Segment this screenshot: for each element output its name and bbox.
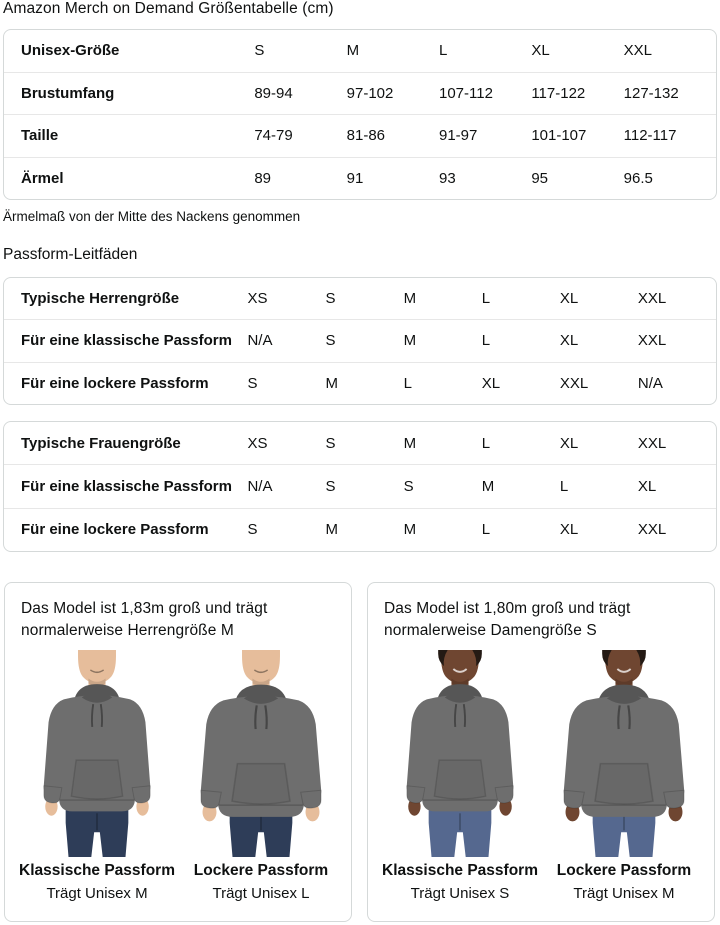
row-label: Für eine klassische Passform [21, 332, 232, 350]
size-cell: S [325, 477, 336, 495]
size-cell: L [481, 434, 491, 452]
model-figures [21, 650, 335, 902]
fit-caption: Klassische Passform [19, 862, 175, 879]
size-cell: S [325, 332, 336, 350]
female-model-loose-photo [548, 650, 700, 857]
size-cell: N/A [637, 374, 663, 392]
size-cell: XL [559, 521, 579, 539]
size-cell: S [325, 290, 336, 308]
size-cell: 93 [438, 169, 456, 187]
size-cell: 107-112 [438, 84, 493, 102]
size-cell: 89 [254, 169, 272, 187]
size-cell: M [403, 332, 417, 350]
table-row [4, 278, 716, 319]
table-row [4, 508, 716, 551]
size-cell: XXL [637, 521, 667, 539]
size-cell: 117-122 [531, 84, 586, 102]
size-cell: L [559, 477, 569, 495]
model-cards-row [4, 582, 716, 922]
size-cell: 89-94 [254, 84, 293, 102]
model-description: Das Model ist 1,83m groß und trägt normalerweise Herrengröße M [21, 600, 268, 639]
size-cell: XXL [559, 374, 589, 392]
size-cell: XL [637, 477, 657, 495]
size-cell: XL [559, 434, 579, 452]
figure-loose-fit [548, 650, 700, 902]
model-figures [384, 650, 698, 902]
size-cell: 95 [531, 169, 548, 187]
table-row [4, 422, 716, 464]
size-cell: L [481, 290, 491, 308]
fit-caption: Lockere Passform [556, 862, 692, 879]
size-cell: 91 [346, 169, 364, 187]
table-row [4, 464, 716, 507]
size-cell: XXL [637, 434, 667, 452]
size-cell: 97-102 [346, 84, 394, 102]
size-cell: M [403, 290, 417, 308]
wears-caption: Trägt Unisex M [573, 885, 675, 902]
row-label: Typische Herrengröße [21, 290, 180, 308]
size-cell: L [481, 521, 491, 539]
female-model-card [367, 582, 715, 922]
size-cell: S [254, 42, 265, 60]
size-cell: 81-86 [346, 127, 386, 145]
size-cell: L [403, 374, 412, 392]
table-row [4, 362, 716, 404]
female-model-classic-photo [384, 650, 536, 857]
row-label: Unisex-Größe [21, 42, 120, 60]
size-cell: M [325, 374, 339, 392]
size-cell: M [346, 42, 360, 60]
wears-caption: Trägt Unisex S [410, 885, 510, 902]
size-cell: S [403, 477, 414, 495]
fit-caption: Klassische Passform [382, 862, 538, 879]
wears-caption: Trägt Unisex M [46, 885, 148, 902]
model-description: Das Model ist 1,80m groß und trägt normalerweise Damengröße S [384, 600, 631, 639]
figure-classic-fit [19, 650, 175, 902]
size-cell: XS [247, 434, 268, 452]
row-label: Ärmel [21, 169, 64, 187]
size-cell: XL [559, 290, 579, 308]
table-row [4, 30, 716, 72]
size-cell: M [325, 521, 339, 539]
size-cell: 101-107 [531, 127, 587, 145]
size-cell: N/A [247, 477, 273, 495]
size-cell: 96.5 [623, 169, 653, 187]
row-label: Brustumfang [21, 84, 115, 102]
mens-fit-table [3, 277, 717, 405]
size-cell: XXL [623, 42, 652, 60]
wears-caption: Trägt Unisex L [212, 885, 310, 902]
size-cell: S [325, 434, 336, 452]
table-row [4, 72, 716, 115]
size-cell: 112-117 [623, 127, 677, 145]
size-cell: XL [481, 374, 501, 392]
size-cell: 74-79 [254, 127, 293, 145]
male-model-card [4, 582, 352, 922]
size-cell: XXL [637, 290, 667, 308]
page-title: Amazon Merch on Demand Größentabelle (cm) [3, 0, 334, 17]
size-cell: 127-132 [623, 84, 679, 102]
size-cell: XL [531, 42, 550, 60]
row-label: Für eine lockere Passform [21, 374, 209, 392]
size-cell: S [247, 521, 258, 539]
size-cell: L [438, 42, 448, 60]
figure-loose-fit [185, 650, 337, 902]
male-model-loose-photo [185, 650, 337, 857]
womens-fit-table [3, 421, 717, 552]
table-row [4, 114, 716, 157]
fit-guides-heading: Passform-Leitfäden [3, 246, 138, 263]
table-row [4, 157, 716, 200]
sleeve-measure-note: Ärmelmaß von der Mitte des Nackens genommen [3, 209, 301, 224]
row-label: Typische Frauengröße [21, 434, 181, 452]
row-label: Für eine klassische Passform [21, 477, 232, 495]
table-row [4, 319, 716, 361]
size-cell: XS [247, 290, 268, 308]
male-model-classic-photo [21, 650, 173, 857]
size-cell: N/A [247, 332, 273, 350]
size-cell: L [481, 332, 491, 350]
size-cell: M [403, 434, 417, 452]
size-cell: 91-97 [438, 127, 478, 145]
size-cell: XL [559, 332, 579, 350]
figure-classic-fit [382, 650, 538, 902]
unisex-size-table [3, 29, 717, 200]
fit-caption: Lockere Passform [193, 862, 329, 879]
size-cell: M [481, 477, 495, 495]
size-cell: M [403, 521, 417, 539]
size-cell: XXL [637, 332, 667, 350]
row-label: Taille [21, 127, 59, 145]
size-cell: S [247, 374, 258, 392]
row-label: Für eine lockere Passform [21, 521, 209, 539]
